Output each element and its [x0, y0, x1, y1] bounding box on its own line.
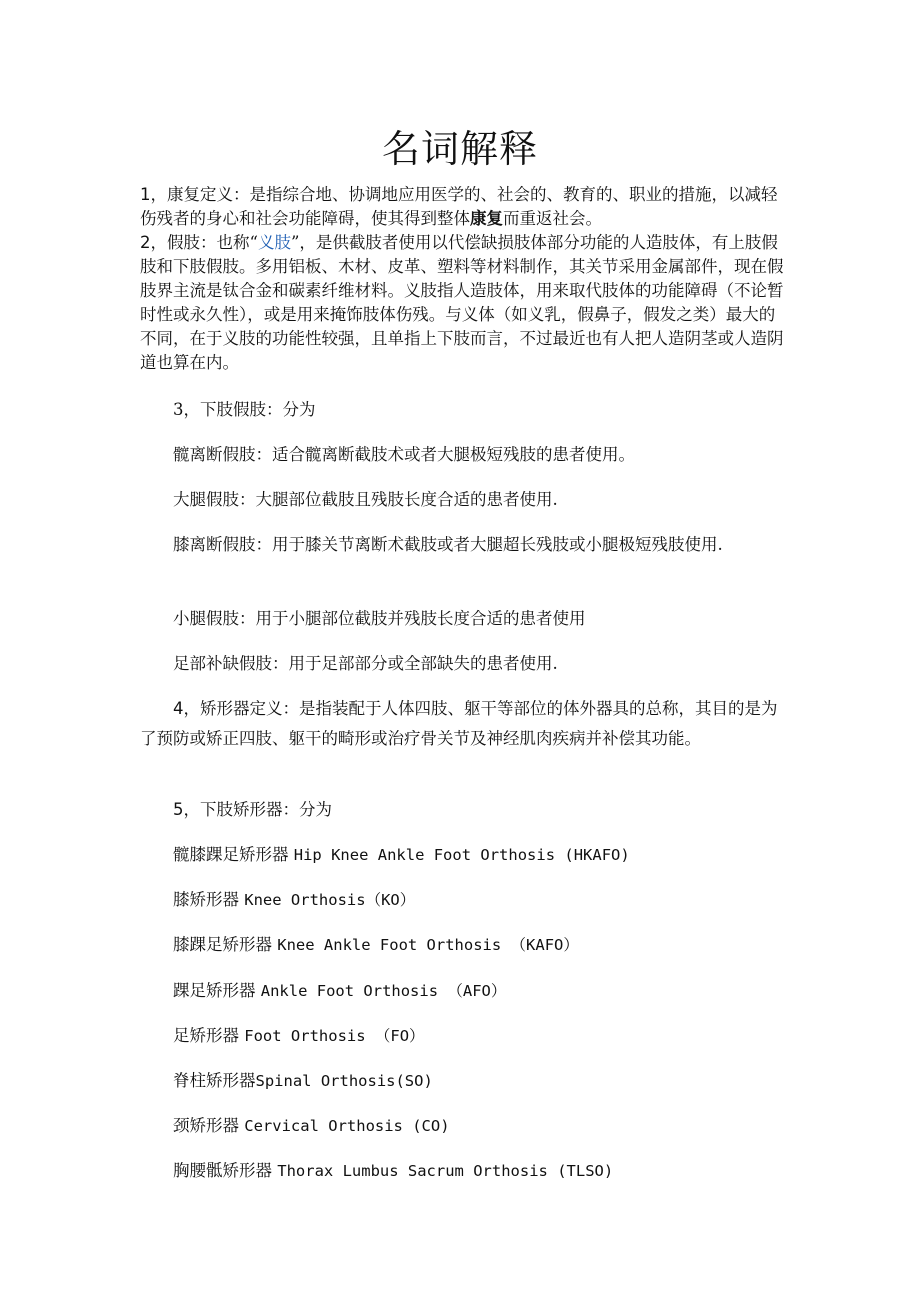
orthosis-item-co: [173, 1114, 450, 1138]
sec3-item-knee: 膝离断假肢：用于膝关节离断术截肢或者大腿超长残肢或小腿极短残肢使用.: [173, 535, 723, 554]
def2-prefix: 假肢：也称“: [167, 233, 258, 252]
def1-text-a: 综合地、协调地应用医学的、社会的、教育的、职业的措施，以减轻伤残者的身心和社会功能障碍，使其得到整体: [140, 185, 778, 228]
def4-text: 矫形器定义：是指装配于人体四肢、躯干等部位的体外器具的总称，其目的是为了预防或矫正四肢、躯干的畸形或治疗骨关节及神经肌肉疾病并补偿其功能。: [140, 699, 778, 748]
def1-text-b: 而重返社会。: [503, 209, 602, 228]
orthosis-zh: 颈矫形器: [173, 1116, 245, 1135]
definitions-block: [140, 183, 785, 375]
sec3-heading: 3，下肢假肢：分为: [173, 400, 316, 419]
sec5-number: 5，: [173, 800, 200, 819]
orthosis-zh: 踝足矫形器: [173, 981, 261, 1000]
sec3-item-thigh: 大腿假肢：大腿部位截肢且残肢长度合适的患者使用.: [173, 490, 558, 509]
def2-suffix: ”，是供截肢者使用以代偿缺损肢体部分功能的人造肢体，有上肢假肢和下肢假肢。多用铝板、木材、皮革、塑料等材料制作，其关节采用金属部件，现在假肢界主流是钛合金和碳素纤维材料。义肢指人造肢体，用来取代肢体的功能障碍（不论暂时性或永久性），或是用来掩饰肢体伤残。与义体（如义乳，假鼻子，假发之类）最大的不同，在于义肢的功能性较强，且单指上下肢而言，不过最近也有人把人造阴茎或人造阴道也算在内。: [140, 233, 784, 372]
orthosis-en: Cervical Orthosis (CO): [244, 1117, 450, 1135]
orthosis-item-ko: [173, 888, 415, 912]
def1-label: 康复定义：是指: [167, 185, 283, 204]
definition-orthosis: [140, 694, 785, 754]
prosthesis-link[interactable]: 义肢: [257, 233, 291, 252]
orthosis-item-so: [173, 1069, 433, 1093]
orthosis-zh: 膝踝足矫形器: [173, 935, 278, 954]
orthosis-en: Ankle Foot Orthosis （AFO）: [260, 982, 507, 1000]
sec5-heading-text: 下肢矫形器：分为: [200, 800, 332, 819]
def1-number: 1，: [140, 185, 167, 204]
orthosis-item-afo: [173, 979, 506, 1003]
orthosis-en: Spinal Orthosis(SO): [255, 1072, 433, 1090]
orthosis-zh: 膝矫形器: [173, 890, 245, 909]
sec3-item-foot: 足部补缺假肢：用于足部部分或全部缺失的患者使用.: [173, 654, 558, 673]
orthosis-en: Knee Ankle Foot Orthosis （KAFO）: [277, 936, 579, 954]
page-title: 名词解释: [381, 127, 538, 171]
orthosis-en: Knee Orthosis（KO）: [244, 891, 416, 909]
sec5-heading: [173, 798, 332, 822]
def4-number: 4，: [173, 699, 200, 718]
sec3-item-hip: 髋离断假肢：适合髋离断截肢术或者大腿极短残肢的患者使用。: [173, 445, 635, 464]
def2-number: 2，: [140, 233, 167, 252]
orthosis-item-hkafo: [173, 843, 630, 867]
orthosis-zh: 脊柱矫形器: [173, 1071, 256, 1090]
orthosis-zh: 胸腰骶矫形器: [173, 1161, 278, 1180]
orthosis-zh: 髋膝踝足矫形器: [173, 845, 294, 864]
definition-rehabilitation: [140, 183, 785, 231]
orthosis-zh: 足矫形器: [173, 1026, 245, 1045]
sec3-item-calf: 小腿假肢：用于小腿部位截肢并残肢长度合适的患者使用: [173, 609, 586, 628]
orthosis-en: Thorax Lumbus Sacrum Orthosis (TLSO): [277, 1162, 614, 1180]
orthosis-en: Foot Orthosis （FO）: [244, 1027, 425, 1045]
def1-bold-word: 康复: [470, 209, 503, 228]
orthosis-item-tlso: [173, 1159, 613, 1183]
orthosis-en: Hip Knee Ankle Foot Orthosis (HKAFO): [293, 846, 630, 864]
orthosis-item-kafo: [173, 933, 579, 957]
definition-prosthesis: [140, 231, 785, 375]
orthosis-item-fo: [173, 1024, 425, 1048]
